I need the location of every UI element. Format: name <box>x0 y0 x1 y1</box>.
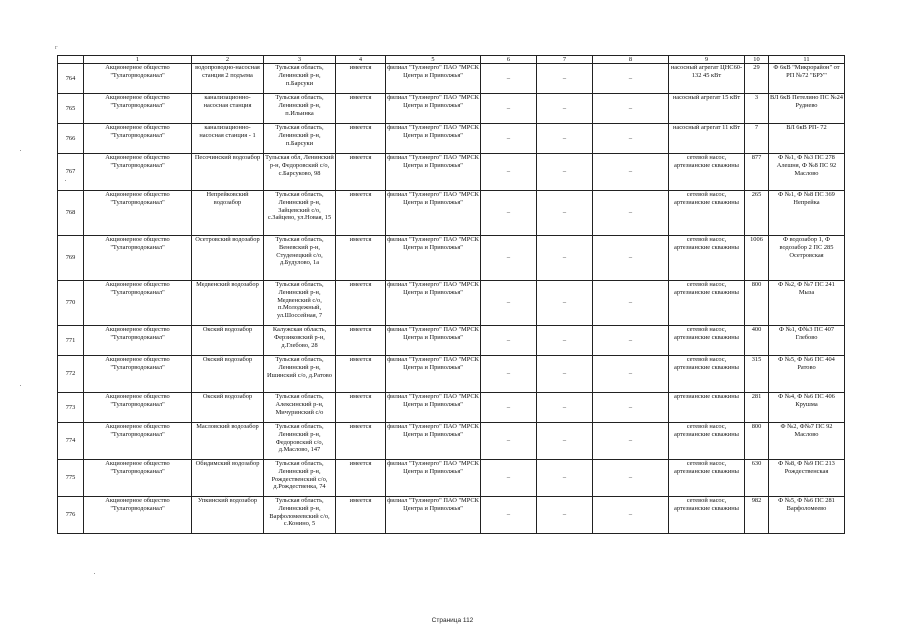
col-7-cell: – <box>537 460 593 497</box>
table-body <box>58 64 845 534</box>
header-cell-col-11: 11 <box>769 56 845 64</box>
facility-cell: водопроводно-насосная станция 2 подъема <box>192 64 264 94</box>
col-8-cell: – <box>593 281 669 326</box>
power-cell: 400 <box>745 326 769 356</box>
feeder-cell: Ф №1, Ф №8 ПС 369 Непрейка <box>769 191 845 236</box>
grid-company-cell: филиал "Тулэнерго" ПАО "МРСК Центра и Приволжья" <box>386 460 481 497</box>
scan-speck <box>20 150 21 151</box>
address-cell: Тульская область, Ленинский р-н, Ишинский с/о, д.Ратово <box>264 356 336 393</box>
feeder-cell: Ф 6кВ "Микрорайон" от РП №72 "БРУ" <box>769 64 845 94</box>
facility-cell: Обидимский водозабор <box>192 460 264 497</box>
address-cell: Тульская область, Алексинский р-н, Мичуринский с/о <box>264 393 336 423</box>
owner-cell: Акционерное общество "Тулагорводоканал" <box>84 281 192 326</box>
table-row <box>58 423 845 460</box>
header-cell-col-3: 3 <box>264 56 336 64</box>
availability-cell: имеется <box>336 94 386 124</box>
address-cell: Тульская область, Ленинский р-н, Зайцевский с/о, с.Зайцево, ул.Новая, 15 <box>264 191 336 236</box>
availability-cell: имеется <box>336 236 386 281</box>
page-mark: г <box>55 45 58 51</box>
col-7-cell: – <box>537 393 593 423</box>
facility-cell: Окский водозабор <box>192 326 264 356</box>
facility-cell: Окский водозабор <box>192 393 264 423</box>
row-number-cell: 773 <box>58 393 84 423</box>
scan-speck <box>94 573 95 574</box>
col-8-cell: – <box>593 497 669 534</box>
facility-cell: канализационно-насосная станция - 1 <box>192 124 264 154</box>
row-number-cell: 774 <box>58 423 84 460</box>
power-cell: 800 <box>745 423 769 460</box>
facility-cell: Непрейковский водозабор <box>192 191 264 236</box>
header-cell-col-10: 10 <box>745 56 769 64</box>
feeder-cell: Ф №5, Ф №6 ПС 404 Ратово <box>769 356 845 393</box>
col-8-cell: – <box>593 393 669 423</box>
row-number-cell: 770 <box>58 281 84 326</box>
col-6-cell: – <box>481 94 537 124</box>
table-row <box>58 356 845 393</box>
col-6-cell: – <box>481 460 537 497</box>
owner-cell: Акционерное общество "Тулагорводоканал" <box>84 423 192 460</box>
feeder-cell: Ф №1, Ф№3 ПС 407 Глебово <box>769 326 845 356</box>
col-8-cell: – <box>593 94 669 124</box>
feeder-cell: ВЛ 6кВ Петелино ПС №24 Руднево <box>769 94 845 124</box>
owner-cell: Акционерное общество "Тулагорводоканал" <box>84 191 192 236</box>
power-cell: 281 <box>745 393 769 423</box>
row-number-cell: 768 <box>58 191 84 236</box>
row-number-cell: 764 <box>58 64 84 94</box>
col-7-cell: – <box>537 191 593 236</box>
header-cell-col-9: 9 <box>669 56 745 64</box>
equipment-cell: насосный агрегат 15 кВт <box>669 94 745 124</box>
equipment-cell: сетевой насос, артезианские скважины <box>669 326 745 356</box>
col-6-cell: – <box>481 393 537 423</box>
table-row <box>58 281 845 326</box>
power-cell: 265 <box>745 191 769 236</box>
col-6-cell: – <box>481 191 537 236</box>
facility-cell: Окский водозабор <box>192 356 264 393</box>
owner-cell: Акционерное общество "Тулагорводоканал" <box>84 393 192 423</box>
col-7-cell: – <box>537 94 593 124</box>
table-row <box>58 393 845 423</box>
grid-company-cell: филиал "Тулэнерго" ПАО "МРСК Центра и Приволжья" <box>386 191 481 236</box>
equipment-cell: сетевой насос, артезианские скважины <box>669 423 745 460</box>
col-7-cell: – <box>537 236 593 281</box>
grid-company-cell: филиал "Тулэнерго" ПАО "МРСК Центра и Приволжья" <box>386 94 481 124</box>
feeder-cell: Ф №5, Ф №6 ПС 281 Варфоломеево <box>769 497 845 534</box>
owner-cell: Акционерное общество "Тулагорводоканал" <box>84 356 192 393</box>
owner-cell: Акционерное общество "Тулагорводоканал" <box>84 460 192 497</box>
header-cell-col-2: 2 <box>192 56 264 64</box>
equipment-cell: сетевой насос, артезианские скважины <box>669 356 745 393</box>
row-number-cell: 775 <box>58 460 84 497</box>
power-cell: 800 <box>745 281 769 326</box>
col-6-cell: – <box>481 326 537 356</box>
equipment-cell: сетевой насос, артезианские скважины <box>669 460 745 497</box>
address-cell: Тульская область, Ленинский р-н, Медвенский с/о, п.Молодежный, ул.Шоссейная, 7 <box>264 281 336 326</box>
col-6-cell: – <box>481 497 537 534</box>
grid-company-cell: филиал "Тулэнерго" ПАО "МРСК Центра и Приволжья" <box>386 423 481 460</box>
power-cell: 1006 <box>745 236 769 281</box>
table-row <box>58 154 845 191</box>
owner-cell: Акционерное общество "Тулагорводоканал" <box>84 326 192 356</box>
table-row <box>58 326 845 356</box>
col-6-cell: – <box>481 356 537 393</box>
grid-company-cell: филиал "Тулэнерго" ПАО "МРСК Центра и Приволжья" <box>386 281 481 326</box>
equipment-cell: сетевой насос, артезианские скважины <box>669 497 745 534</box>
grid-company-cell: филиал "Тулэнерго" ПАО "МРСК Центра и Приволжья" <box>386 124 481 154</box>
owner-cell: Акционерное общество "Тулагорводоканал" <box>84 154 192 191</box>
power-cell: 3 <box>745 94 769 124</box>
address-cell: Тульская область, Ленинский р-н, Варфоломеевский с/о, с.Конино, 5 <box>264 497 336 534</box>
facility-cell: Песочинский водозабор <box>192 154 264 191</box>
grid-company-cell: филиал "Тулэнерго" ПАО "МРСК Центра и Приволжья" <box>386 356 481 393</box>
col-7-cell: – <box>537 497 593 534</box>
col-7-cell: – <box>537 64 593 94</box>
col-7-cell: – <box>537 356 593 393</box>
owner-cell: Акционерное общество "Тулагорводоканал" <box>84 236 192 281</box>
power-cell: 982 <box>745 497 769 534</box>
equipment-cell: сетевой насос, артезианские скважины <box>669 281 745 326</box>
equipment-cell: артезианские скважины <box>669 393 745 423</box>
col-7-cell: – <box>537 124 593 154</box>
table-row <box>58 124 845 154</box>
col-8-cell: – <box>593 191 669 236</box>
data-table <box>57 55 845 534</box>
col-6-cell: – <box>481 64 537 94</box>
power-cell: 315 <box>745 356 769 393</box>
header-cell-col-8: 8 <box>593 56 669 64</box>
power-cell: 630 <box>745 460 769 497</box>
availability-cell: имеется <box>336 124 386 154</box>
col-7-cell: – <box>537 423 593 460</box>
header-cell-col-1: 1 <box>84 56 192 64</box>
equipment-cell: насосный агрегат ЦНС60-132 45 кВт <box>669 64 745 94</box>
col-8-cell: – <box>593 356 669 393</box>
feeder-cell: Ф №4, Ф №6 ПС 406 Крушма <box>769 393 845 423</box>
feeder-cell: ВЛ 6кВ РП- 72 <box>769 124 845 154</box>
grid-company-cell: филиал "Тулэнерго" ПАО "МРСК Центра и Приволжья" <box>386 326 481 356</box>
owner-cell: Акционерное общество "Тулагорводоканал" <box>84 64 192 94</box>
feeder-cell: Ф №2, Ф №7 ПС 241 Мыза <box>769 281 845 326</box>
equipment-cell: сетевой насос, артезианские скважины <box>669 154 745 191</box>
col-6-cell: – <box>481 236 537 281</box>
address-cell: Тульская область, Ленинский р-н, п.Ильинка <box>264 94 336 124</box>
address-cell: Тульская область, Веневский р-н, Студенецкий с/о, д.Будулово, 1а <box>264 236 336 281</box>
grid-company-cell: филиал "Тулэнерго" ПАО "МРСК Центра и Приволжья" <box>386 154 481 191</box>
address-cell: Тульская обл, Ленинский р-н, Федоровский с/о, с.Барсуково, 98 <box>264 154 336 191</box>
col-8-cell: – <box>593 154 669 191</box>
row-number-cell: 776 <box>58 497 84 534</box>
row-number-cell: 766 <box>58 124 84 154</box>
col-8-cell: – <box>593 236 669 281</box>
header-cell-col-5: 5 <box>386 56 481 64</box>
feeder-cell: Ф №1, Ф №3 ПС 278 Алешня, Ф №8 ПС 92 Маслово <box>769 154 845 191</box>
col-6-cell: – <box>481 281 537 326</box>
address-cell: Калужская область, Ферзиковский р-н, д.Глебово, 28 <box>264 326 336 356</box>
owner-cell: Акционерное общество "Тулагорводоканал" <box>84 497 192 534</box>
availability-cell: имеется <box>336 64 386 94</box>
address-cell: Тульская область, Ленинский р-н, п.Барсуки <box>264 124 336 154</box>
table-row <box>58 460 845 497</box>
grid-company-cell: филиал "Тулэнерго" ПАО "МРСК Центра и Приволжья" <box>386 236 481 281</box>
column-number-row <box>58 56 845 64</box>
col-8-cell: – <box>593 460 669 497</box>
col-7-cell: – <box>537 281 593 326</box>
availability-cell: имеется <box>336 356 386 393</box>
header-cell-col-6: 6 <box>481 56 537 64</box>
row-number-cell: 765 <box>58 94 84 124</box>
page-footer: Страница 112 <box>431 617 474 624</box>
col-7-cell: – <box>537 154 593 191</box>
feeder-cell: Ф водозабор 1, Ф водозабор 2 ПС 285 Осетровская <box>769 236 845 281</box>
col-8-cell: – <box>593 423 669 460</box>
col-7-cell: – <box>537 326 593 356</box>
owner-cell: Акционерное общество "Тулагорводоканал" <box>84 94 192 124</box>
facility-cell: канализационно-насосная станция <box>192 94 264 124</box>
scan-speck <box>20 385 21 386</box>
header-cell-col-4: 4 <box>336 56 386 64</box>
availability-cell: имеется <box>336 326 386 356</box>
grid-company-cell: филиал "Тулэнерго" ПАО "МРСК Центра и Приволжья" <box>386 497 481 534</box>
equipment-cell: насосный агрегат 11 кВт <box>669 124 745 154</box>
equipment-cell: сетевой насос, артезианские скважины <box>669 236 745 281</box>
col-8-cell: – <box>593 124 669 154</box>
availability-cell: имеется <box>336 154 386 191</box>
col-6-cell: – <box>481 124 537 154</box>
address-cell: Тульская область, Ленинский р-н, п.Барсуки <box>264 64 336 94</box>
row-number-cell: 767 <box>58 154 84 191</box>
availability-cell: имеется <box>336 281 386 326</box>
address-cell: Тульская область, Ленинский р-н, Рождественский с/о, д.Рождественка, 74 <box>264 460 336 497</box>
table-row <box>58 64 845 94</box>
facility-cell: Упкинский водозабор <box>192 497 264 534</box>
feeder-cell: Ф №2, Ф№7 ПС 92 Маслово <box>769 423 845 460</box>
availability-cell: имеется <box>336 460 386 497</box>
col-8-cell: – <box>593 326 669 356</box>
power-cell: 877 <box>745 154 769 191</box>
address-cell: Тульская область, Ленинский р-н, Федоровский с/о, д.Маслово, 147 <box>264 423 336 460</box>
availability-cell: имеется <box>336 497 386 534</box>
grid-company-cell: филиал "Тулэнерго" ПАО "МРСК Центра и Приволжья" <box>386 64 481 94</box>
col-6-cell: – <box>481 423 537 460</box>
table-row <box>58 191 845 236</box>
power-cell: 29 <box>745 64 769 94</box>
availability-cell: имеется <box>336 423 386 460</box>
table-row <box>58 497 845 534</box>
facility-cell: Медвенский водозабор <box>192 281 264 326</box>
facility-cell: Осетровский водозабор <box>192 236 264 281</box>
table-row <box>58 236 845 281</box>
row-number-cell: 771 <box>58 326 84 356</box>
row-number-cell: 769 <box>58 236 84 281</box>
table-row <box>58 94 845 124</box>
data-table-container <box>57 55 845 534</box>
header-cell-blank <box>58 56 84 64</box>
facility-cell: Масловский водозабор <box>192 423 264 460</box>
col-6-cell: – <box>481 154 537 191</box>
availability-cell: имеется <box>336 191 386 236</box>
equipment-cell: сетевой насос, артезианские скважины <box>669 191 745 236</box>
grid-company-cell: филиал "Тулэнерго" ПАО "МРСК Центра и Приволжья" <box>386 393 481 423</box>
header-cell-col-7: 7 <box>537 56 593 64</box>
power-cell: 7 <box>745 124 769 154</box>
owner-cell: Акционерное общество "Тулагорводоканал" <box>84 124 192 154</box>
availability-cell: имеется <box>336 393 386 423</box>
col-8-cell: – <box>593 64 669 94</box>
feeder-cell: Ф №8, Ф №9 ПС 213 Рождественская <box>769 460 845 497</box>
row-number-cell: 772 <box>58 356 84 393</box>
